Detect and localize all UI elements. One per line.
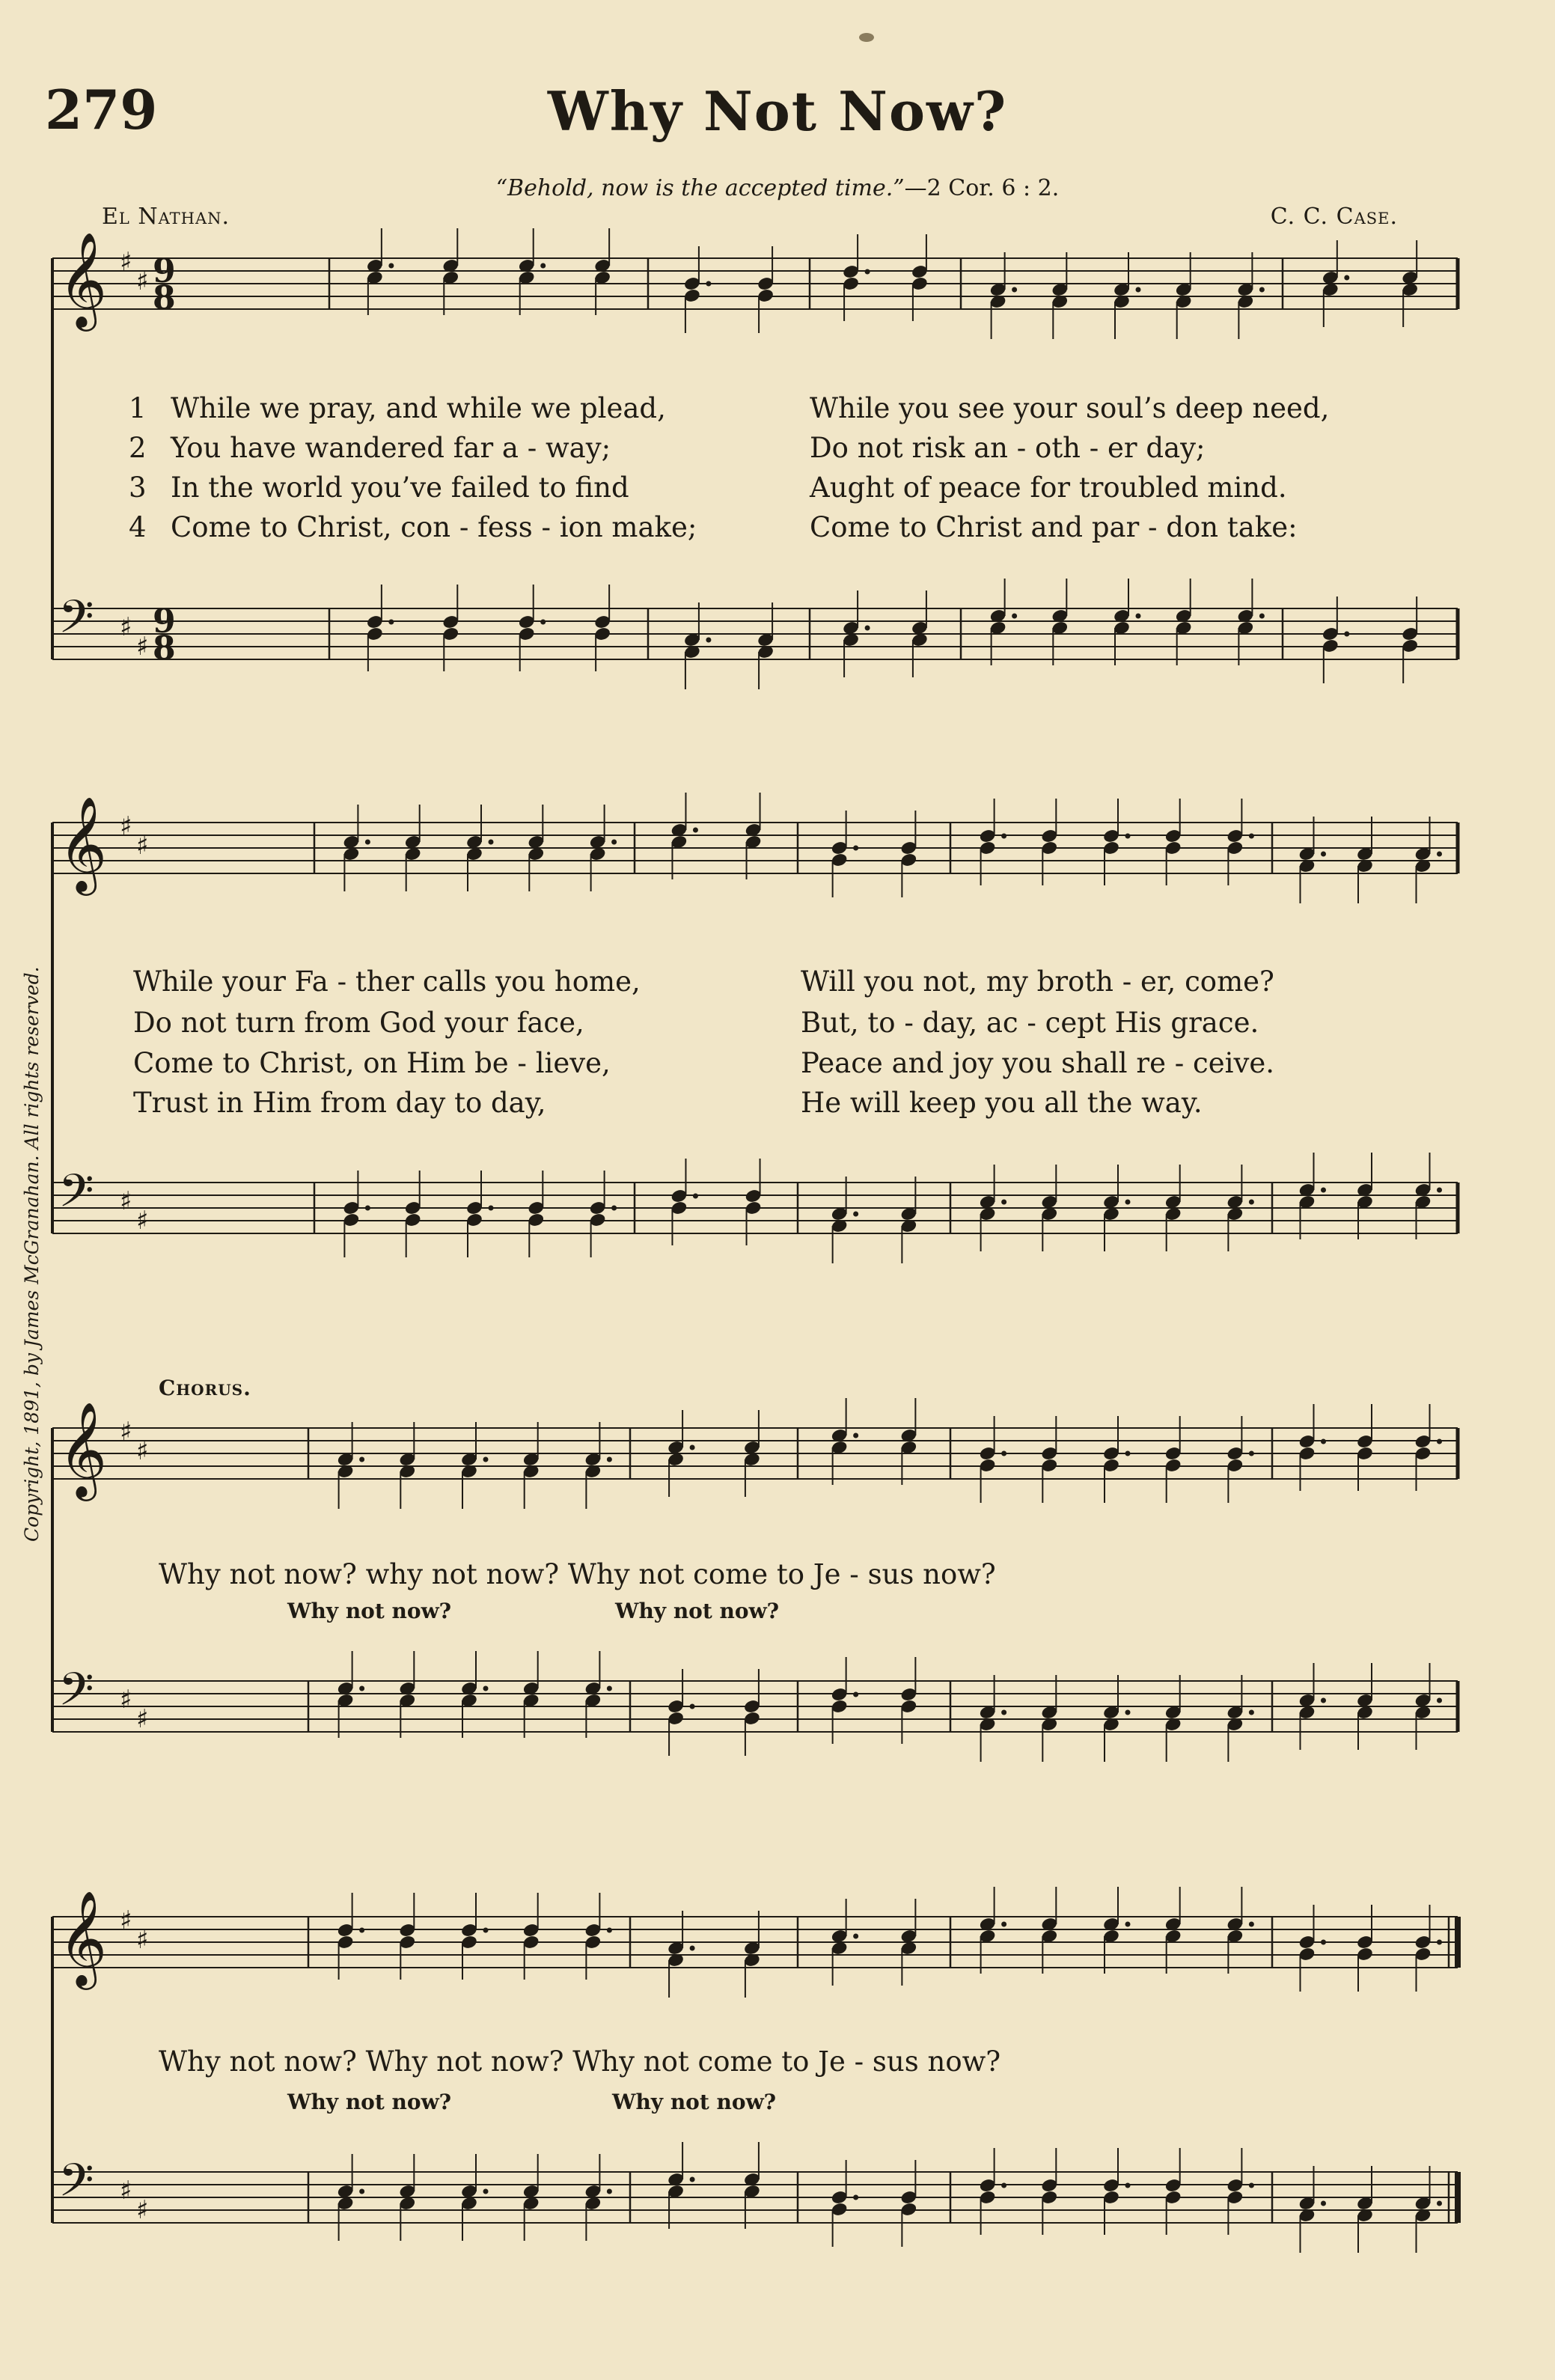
sharp-icon: ♯	[120, 1905, 132, 1935]
rhythm-dot	[1136, 287, 1141, 293]
rhythm-dot	[853, 2195, 858, 2200]
rhythm-dot	[1012, 287, 1017, 293]
rhythm-dot	[1321, 2201, 1326, 2206]
chorus-line-1: Why not now? why not now? Why not come to Je - sus now?	[159, 1558, 996, 1590]
rhythm-dot	[1125, 1200, 1131, 1205]
time-signature-numerator: 9	[153, 252, 176, 290]
rhythm-dot	[1344, 275, 1349, 281]
copyright-notice: Copyright, 1891, by James McGranahan. All rights reserved.	[21, 966, 43, 1542]
rhythm-dot	[1437, 2201, 1442, 2206]
rhythm-dot	[1344, 632, 1349, 637]
chorus-line-2: Why not now? Why not now? Why not come to Je - sus now?	[159, 2045, 1001, 2078]
rhythm-dot	[607, 1928, 612, 1933]
rhythm-dot	[693, 1194, 698, 1199]
rhythm-dot	[611, 840, 617, 845]
sharp-icon: ♯	[136, 2195, 149, 2225]
treble-clef-icon: 𝄞	[58, 796, 108, 891]
composer-credit: C. C. Case.	[1270, 204, 1398, 230]
rhythm-dot	[706, 281, 711, 287]
verse-3-line2-a: Come to Christ, on Him be - lieve,	[133, 1047, 611, 1079]
time-signature-denominator: 8	[153, 279, 176, 317]
scripture-reference: —2 Cor. 6 : 2.	[904, 175, 1060, 201]
rhythm-dot	[607, 2189, 612, 2194]
sharp-icon: ♯	[120, 247, 132, 277]
rhythm-dot	[1249, 834, 1254, 839]
verse-4-line1-b: Come to Christ and par - don take:	[810, 511, 1298, 543]
rhythm-dot	[1001, 1922, 1006, 1927]
rhythm-dot	[1136, 614, 1141, 619]
rhythm-dot	[359, 1686, 364, 1691]
rhythm-dot	[483, 1686, 489, 1691]
verse-4-line2-a: Trust in Him from day to day,	[133, 1087, 546, 1119]
rhythm-dot	[853, 1433, 858, 1438]
rhythm-dot	[1321, 852, 1326, 857]
sharp-icon: ♯	[136, 632, 149, 662]
rhythm-dot	[865, 626, 870, 631]
verse-1-line1-a: While we pray, and while we plead,	[171, 392, 666, 424]
sharp-icon: ♯	[136, 831, 149, 861]
chorus-echo-1: Why not now?	[287, 1599, 452, 1623]
rhythm-dot	[690, 1946, 695, 1951]
scripture-quote: “Behold, now is the accepted time.”	[495, 175, 905, 201]
bass-clef-icon: 𝄢	[58, 591, 94, 655]
rhythm-dot	[489, 1206, 494, 1211]
verse-2-line2-b: But, to - day, ac - cept His grace.	[801, 1007, 1259, 1039]
rhythm-dot	[690, 2177, 695, 2182]
verse-1-number: 1	[129, 392, 147, 424]
sharp-icon: ♯	[136, 1704, 149, 1734]
rhythm-dot	[1001, 2183, 1006, 2188]
sharp-icon: ♯	[136, 1206, 149, 1236]
rhythm-dot	[853, 846, 858, 851]
rhythm-dot	[690, 1445, 695, 1450]
rhythm-dot	[489, 840, 494, 845]
rhythm-dot	[1437, 1188, 1442, 1193]
rhythm-dot	[1321, 1698, 1326, 1703]
hymn-number: 279	[45, 78, 158, 141]
rhythm-dot	[1437, 1698, 1442, 1703]
verse-3-line1-a: In the world you’ve failed to find	[171, 472, 629, 504]
verse-4-number: 4	[129, 511, 147, 543]
hymn-title: Why Not Now?	[547, 79, 1008, 143]
verse-2-number: 2	[129, 432, 147, 464]
rhythm-dot	[1249, 1451, 1254, 1456]
sharp-icon: ♯	[120, 612, 132, 642]
rhythm-dot	[359, 2189, 364, 2194]
rhythm-dot	[483, 1457, 489, 1462]
rhythm-dot	[611, 1206, 617, 1211]
rhythm-dot	[1125, 1922, 1131, 1927]
rhythm-dot	[706, 638, 711, 643]
chorus-echo-4: Why not now?	[612, 2090, 777, 2114]
rhythm-dot	[1259, 614, 1265, 619]
rhythm-dot	[1125, 1710, 1131, 1715]
verse-1-line1-b: While you see your soul’s deep need,	[810, 392, 1330, 424]
verse-1-line2-a: While your Fa - ther calls you home,	[133, 965, 641, 998]
verse-2-line2-a: Do not turn from God your face,	[133, 1007, 584, 1039]
sharp-icon: ♯	[120, 1417, 132, 1447]
ornament-mark	[859, 33, 874, 42]
verse-2-line1-b: Do not risk an - oth - er day;	[810, 432, 1206, 464]
treble-clef-icon: 𝄞	[58, 1890, 108, 1986]
rhythm-dot	[853, 1212, 858, 1217]
rhythm-dot	[607, 1686, 612, 1691]
rhythm-dot	[1437, 852, 1442, 857]
sharp-icon: ♯	[136, 1925, 149, 1955]
rhythm-dot	[1321, 1940, 1326, 1945]
rhythm-dot	[1001, 1200, 1006, 1205]
rhythm-dot	[365, 1206, 370, 1211]
rhythm-dot	[1125, 834, 1131, 839]
treble-clef-icon: 𝄞	[58, 1401, 108, 1497]
rhythm-dot	[1125, 2183, 1131, 2188]
rhythm-dot	[483, 1928, 489, 1933]
rhythm-dot	[540, 620, 546, 625]
rhythm-dot	[865, 269, 870, 275]
rhythm-dot	[483, 2189, 489, 2194]
sharp-icon: ♯	[120, 2176, 132, 2206]
sharp-icon: ♯	[136, 266, 149, 296]
time-signature-numerator: 9	[153, 602, 176, 641]
sharp-icon: ♯	[136, 1436, 149, 1466]
rhythm-dot	[853, 1692, 858, 1697]
lyricist-credit: El Nathan.	[102, 204, 230, 230]
bass-clef-icon: 𝄢	[58, 2154, 94, 2218]
rhythm-dot	[1321, 1439, 1326, 1444]
rhythm-dot	[853, 1934, 858, 1939]
rhythm-dot	[1321, 1188, 1326, 1193]
rhythm-dot	[1249, 2183, 1254, 2188]
rhythm-dot	[1249, 1710, 1254, 1715]
rhythm-dot	[1437, 1439, 1442, 1444]
chorus-label: Chorus.	[159, 1376, 251, 1400]
verse-4-line1-a: Come to Christ, con - fess - ion make;	[171, 511, 697, 543]
verse-3-number: 3	[129, 472, 147, 504]
rhythm-dot	[690, 1704, 695, 1709]
sharp-icon: ♯	[120, 811, 132, 841]
verse-1-line2-b: Will you not, my broth - er, come?	[801, 965, 1274, 998]
bass-clef-icon: 𝄢	[58, 1663, 94, 1727]
rhythm-dot	[1012, 614, 1017, 619]
rhythm-dot	[359, 1928, 364, 1933]
rhythm-dot	[365, 840, 370, 845]
rhythm-dot	[359, 1457, 364, 1462]
rhythm-dot	[1249, 1200, 1254, 1205]
rhythm-dot	[1249, 1922, 1254, 1927]
verse-3-line2-b: Peace and joy you shall re - ceive.	[801, 1047, 1275, 1079]
bass-clef-icon: 𝄢	[58, 1165, 94, 1229]
time-signature-denominator: 8	[153, 629, 176, 668]
rhythm-dot	[1001, 834, 1006, 839]
verse-4-line2-b: He will keep you all the way.	[801, 1087, 1203, 1119]
rhythm-dot	[1001, 1710, 1006, 1715]
sharp-icon: ♯	[120, 1685, 132, 1715]
verse-2-line1-a: You have wandered far a - way;	[171, 432, 611, 464]
chorus-echo-3: Why not now?	[287, 2090, 452, 2114]
treble-clef-icon: 𝄞	[58, 231, 108, 327]
rhythm-dot	[1125, 1451, 1131, 1456]
rhythm-dot	[388, 620, 394, 625]
chorus-echo-2: Why not now?	[615, 1599, 780, 1623]
verse-3-line1-b: Aught of peace for troubled mind.	[810, 472, 1287, 504]
rhythm-dot	[1259, 287, 1265, 293]
rhythm-dot	[1001, 1451, 1006, 1456]
sharp-icon: ♯	[120, 1186, 132, 1216]
rhythm-dot	[693, 828, 698, 833]
rhythm-dot	[1437, 1940, 1442, 1945]
rhythm-dot	[607, 1457, 612, 1462]
rhythm-dot	[388, 263, 394, 269]
rhythm-dot	[540, 263, 546, 269]
